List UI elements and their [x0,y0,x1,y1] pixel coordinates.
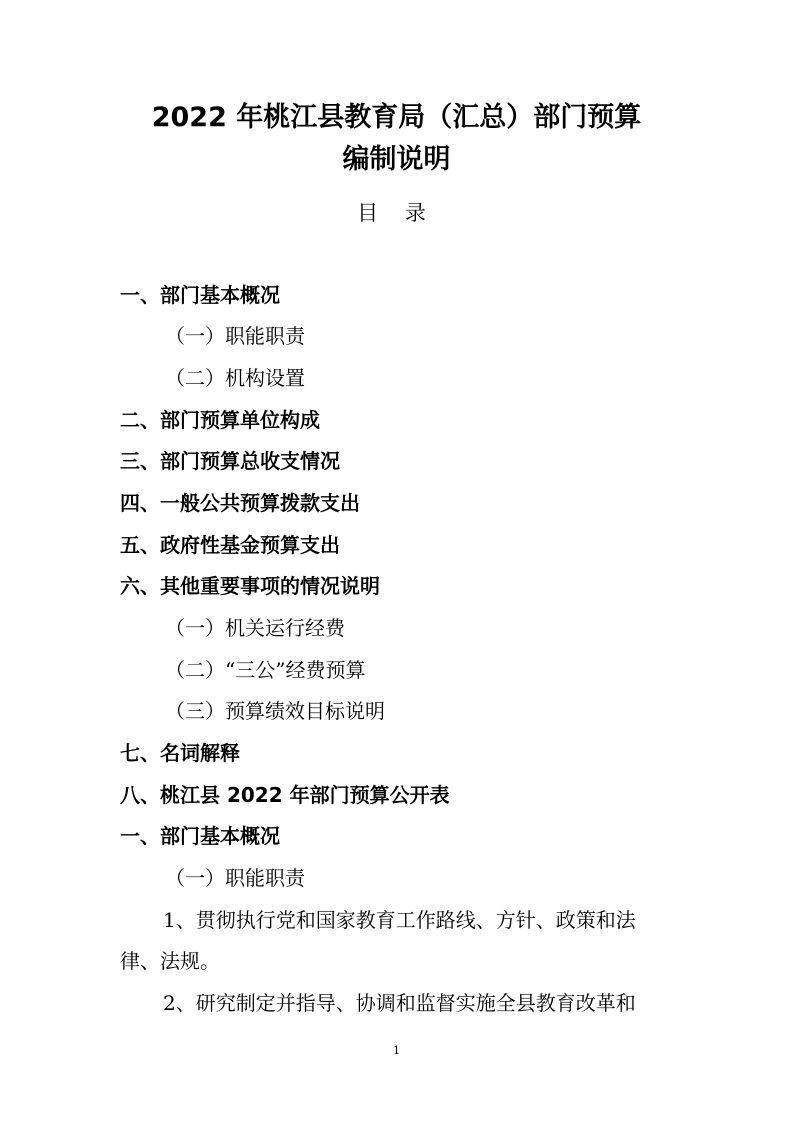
toc-item: （三）预算绩效目标说明 [165,699,385,723]
page-number: 1 [393,1044,400,1057]
toc-item: 六、其他重要事项的情况说明 [120,574,380,598]
toc-item: 五、政府性基金预算支出 [120,533,340,557]
section-heading: 一、部门基本概况 [120,824,280,848]
toc-heading: 目 录 [357,201,436,225]
toc-item: 四、一般公共预算拨款支出 [120,491,360,515]
toc-item: 一、部门基本概况 [120,283,280,307]
toc-item: （二）“三公”经费预算 [165,658,366,682]
toc-item: 三、部门预算总收支情况 [120,449,340,473]
toc-item: 二、部门预算单位构成 [120,408,320,432]
toc-item: （一）职能职责 [165,324,305,348]
toc-item: 八、桃江县 2022 年部门预算公开表 [120,783,450,807]
paragraph-1-line-2: 律、法规。 [120,949,220,973]
toc-item: 七、名词解释 [120,741,240,765]
document-title-line-1: 2022 年桃江县教育局（汇总）部门预算 [151,102,642,133]
toc-item: （一）机关运行经费 [165,616,345,640]
paragraph-2-line-1: 2、研究制定并指导、协调和监督实施全县教育改革和 [163,991,636,1015]
document-title-line-2: 编制说明 [342,144,451,175]
toc-item: （二）机构设置 [165,366,305,390]
subsection-heading: （一）职能职责 [165,866,305,890]
paragraph-1-line-1: 1、贯彻执行党和国家教育工作路线、方针、政策和法 [163,908,636,932]
